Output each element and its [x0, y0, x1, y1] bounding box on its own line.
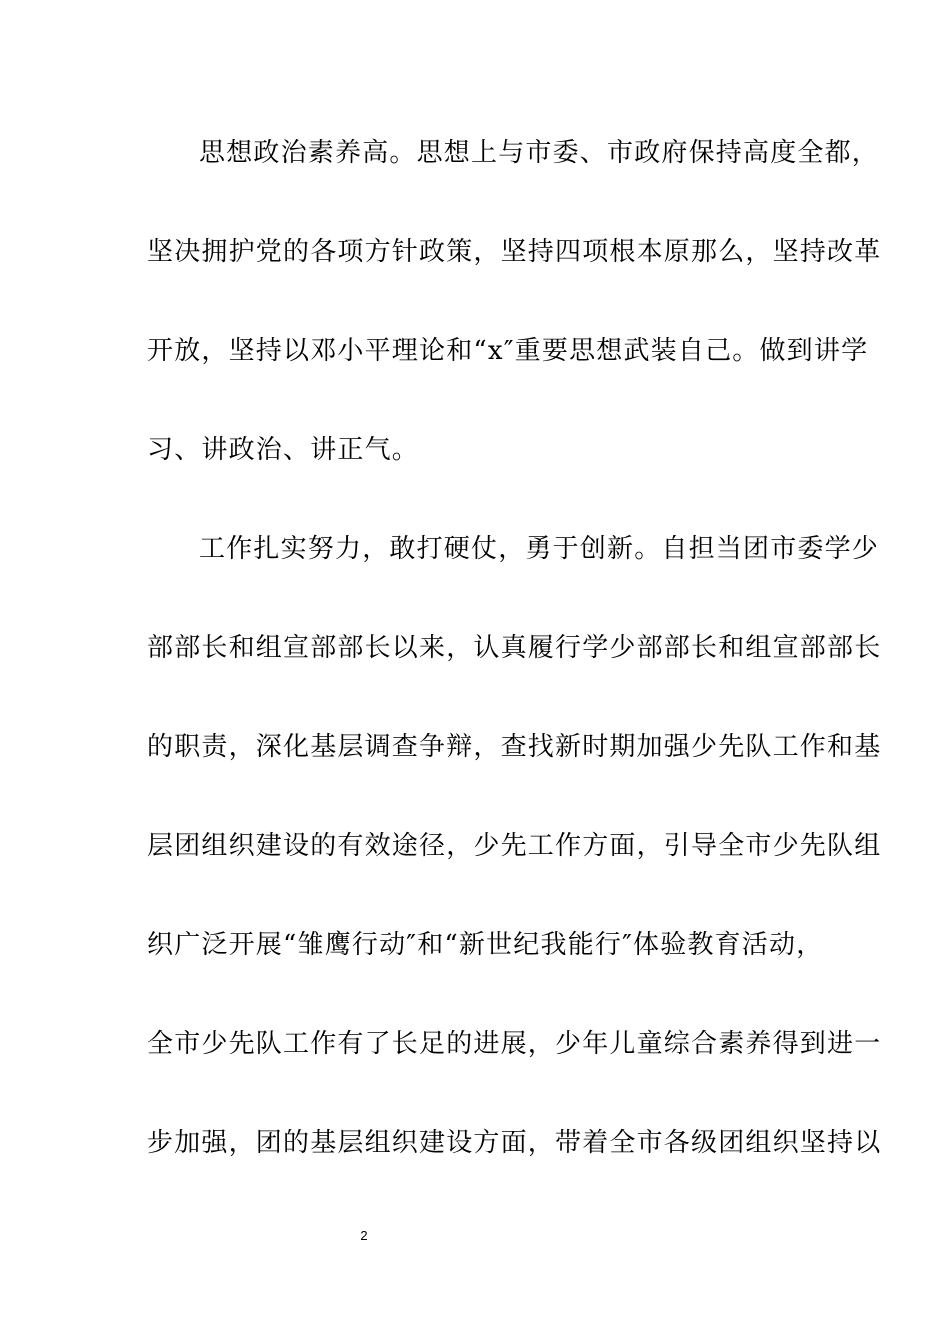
paragraph-1-line-2: 坚决拥护党的各项方针政策，坚持四项根本原那么，坚持改革: [147, 237, 882, 267]
paragraph-2-line-6: 全市少先队工作有了长足的进展，少年儿童综合素养得到进一: [147, 1029, 882, 1059]
paragraph-1-line-4: 习、讲政治、讲正气。: [147, 435, 420, 465]
paragraph-2-line-4: 层团组织建设的有效途径，少先工作方面，引导全市少先队组: [147, 831, 882, 861]
paragraph-2-line-3: 的职责，深化基层调查争辩，查找新时期加强少先队工作和基: [147, 732, 882, 762]
paragraph-1-line-1: 思想政治素养高。思想上与市委、市政府保持高度全都，: [199, 138, 880, 168]
paragraph-2-line-7: 步加强，团的基层组织建设方面，带着全市各级团组织坚持以: [147, 1128, 882, 1158]
paragraph-2-line-1: 工作扎实努力，敢打硬仗，勇于创新。自担当团市委学少: [199, 534, 880, 564]
page-number: 2: [360, 1228, 368, 1243]
paragraph-1-line-3: 开放，坚持以邓小平理论和“x″重要思想武装自己。做到讲学: [147, 336, 869, 366]
paragraph-2-line-5: 织广泛开展“雏鹰行动″和“新世纪我能行″体验教育活动，: [147, 930, 824, 960]
paragraph-2-line-2: 部部长和组宣部部长以来，认真履行学少部部长和组宣部部长: [147, 633, 882, 663]
